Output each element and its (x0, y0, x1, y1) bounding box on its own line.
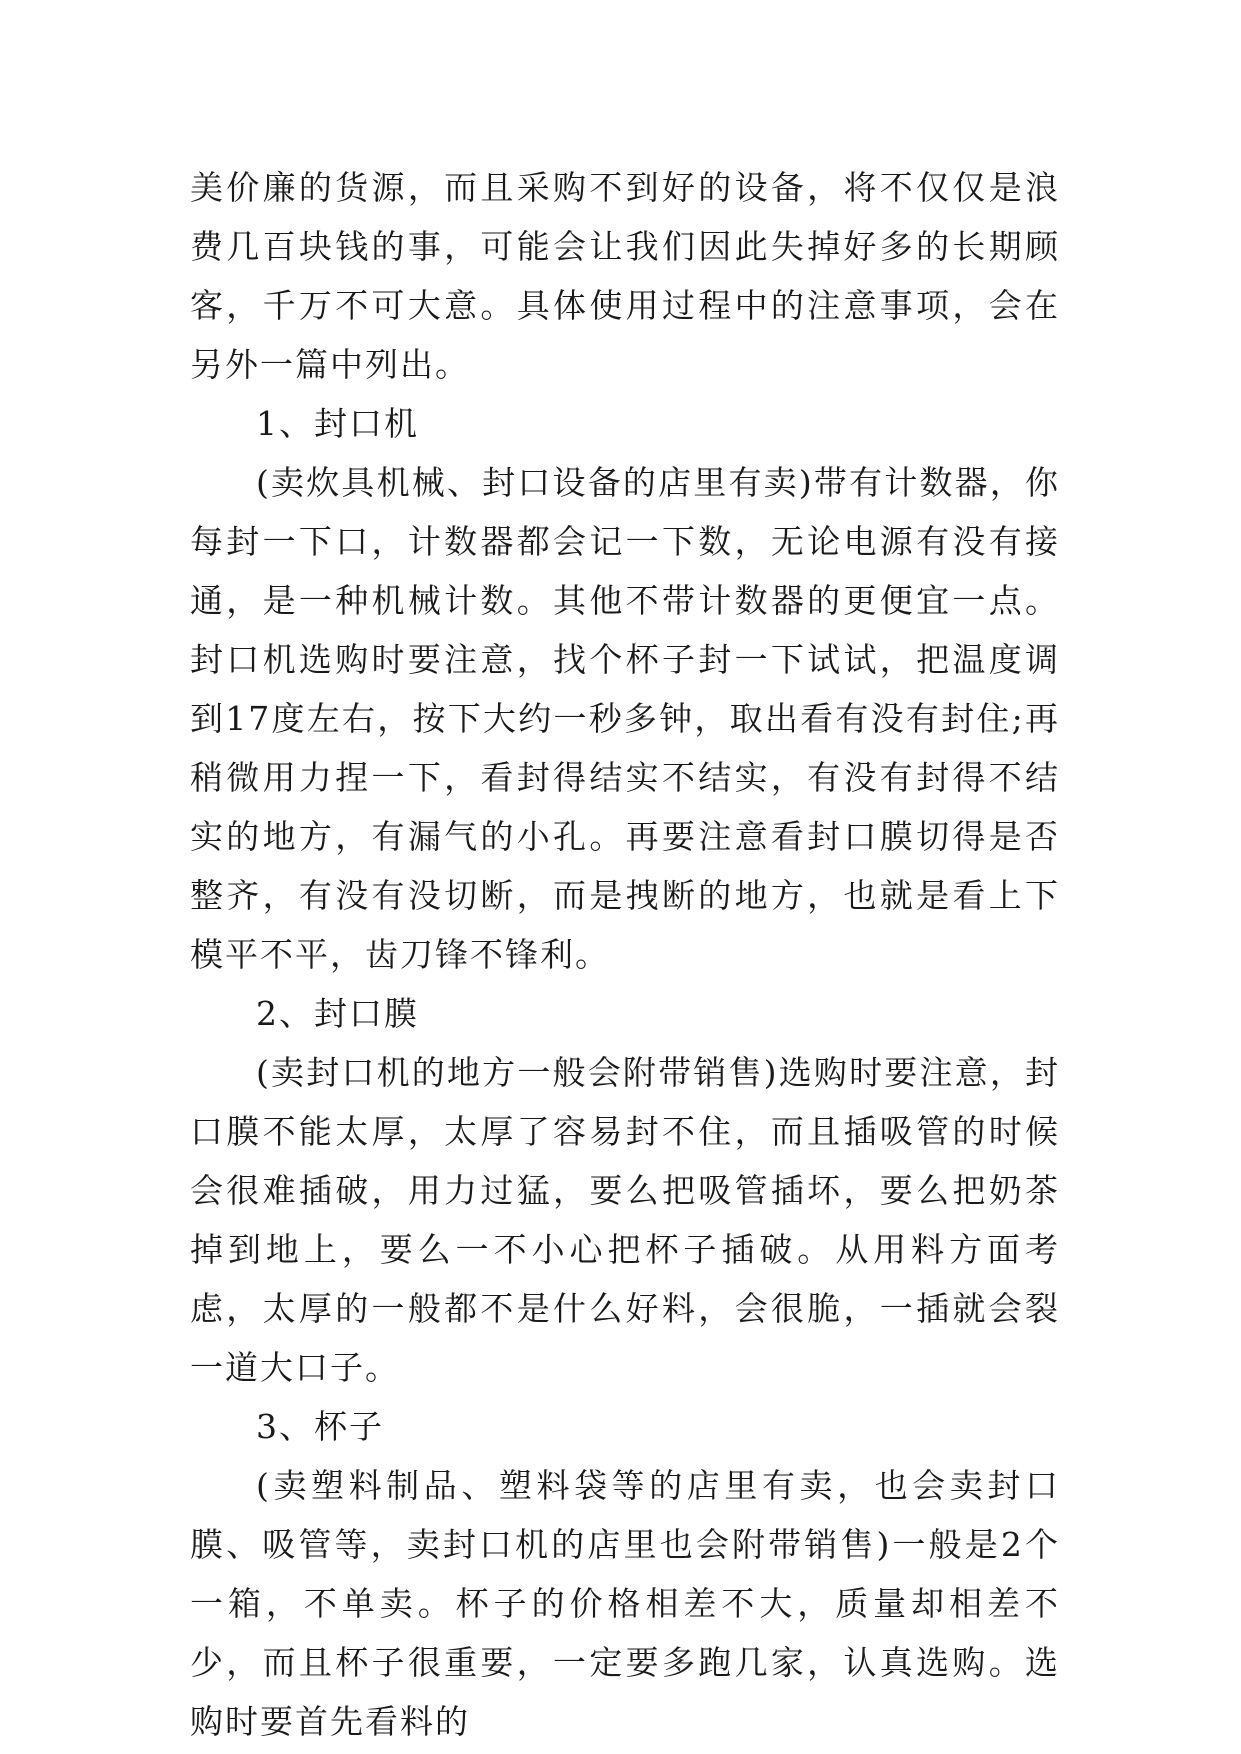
section-heading-sealing-film: 2、封口膜 (256, 994, 419, 1033)
sealing-film-paragraph: (卖封口机的地方一般会附带销售)选购时要注意，封口膜不能太厚，太厚了容易封不住，而且插吸管的时候会很难插破，用力过猛，要么把吸管插坏，要么把奶茶掉到地上，要么一不小心把杯子插破。从用料方面考虑，太厚的一般都不是什么好料，会很脆，一插就会裂一道大口子。 (190, 1053, 1060, 1387)
intro-paragraph: 美价廉的货源，而且采购不到好的设备，将不仅仅是浪费几百块钱的事，可能会让我们因此失掉好多的长期顾客，千万不可大意。具体使用过程中的注意事项，会在另外一篇中列出。 (190, 168, 1060, 384)
document-body (190, 158, 1060, 1751)
sealing-machine-paragraph: (卖炊具机械、封口设备的店里有卖)带有计数器，你每封一下口，计数器都会记一下数，无论电源有没有接通，是一种机械计数。其他不带计数器的更便宜一点。封口机选购时要注意，找个杯子封一下试试，把温度调到17度左右，按下大约一秒多钟，取出看有没有封住;再稍微用力捏一下，看封得结实不结实，有没有封得不结实的地方，有漏气的小孔。再要注意看封口膜切得是否整齐，有没有没切断，而是拽断的地方，也就是看上下模平不平，齿刀锋不锋利。 (190, 463, 1060, 974)
section-heading-sealing-machine: 1、封口机 (256, 404, 419, 443)
section-heading-cups: 3、杯子 (256, 1407, 384, 1446)
cups-paragraph: (卖塑料制品、塑料袋等的店里有卖，也会卖封口膜、吸管等，卖封口机的店里也会附带销售)一般是2个一箱，不单卖。杯子的价格相差不大，质量却相差不少，而且杯子很重要，一定要多跑几家，认真选购。选购时要首先看料的 (190, 1466, 1060, 1741)
